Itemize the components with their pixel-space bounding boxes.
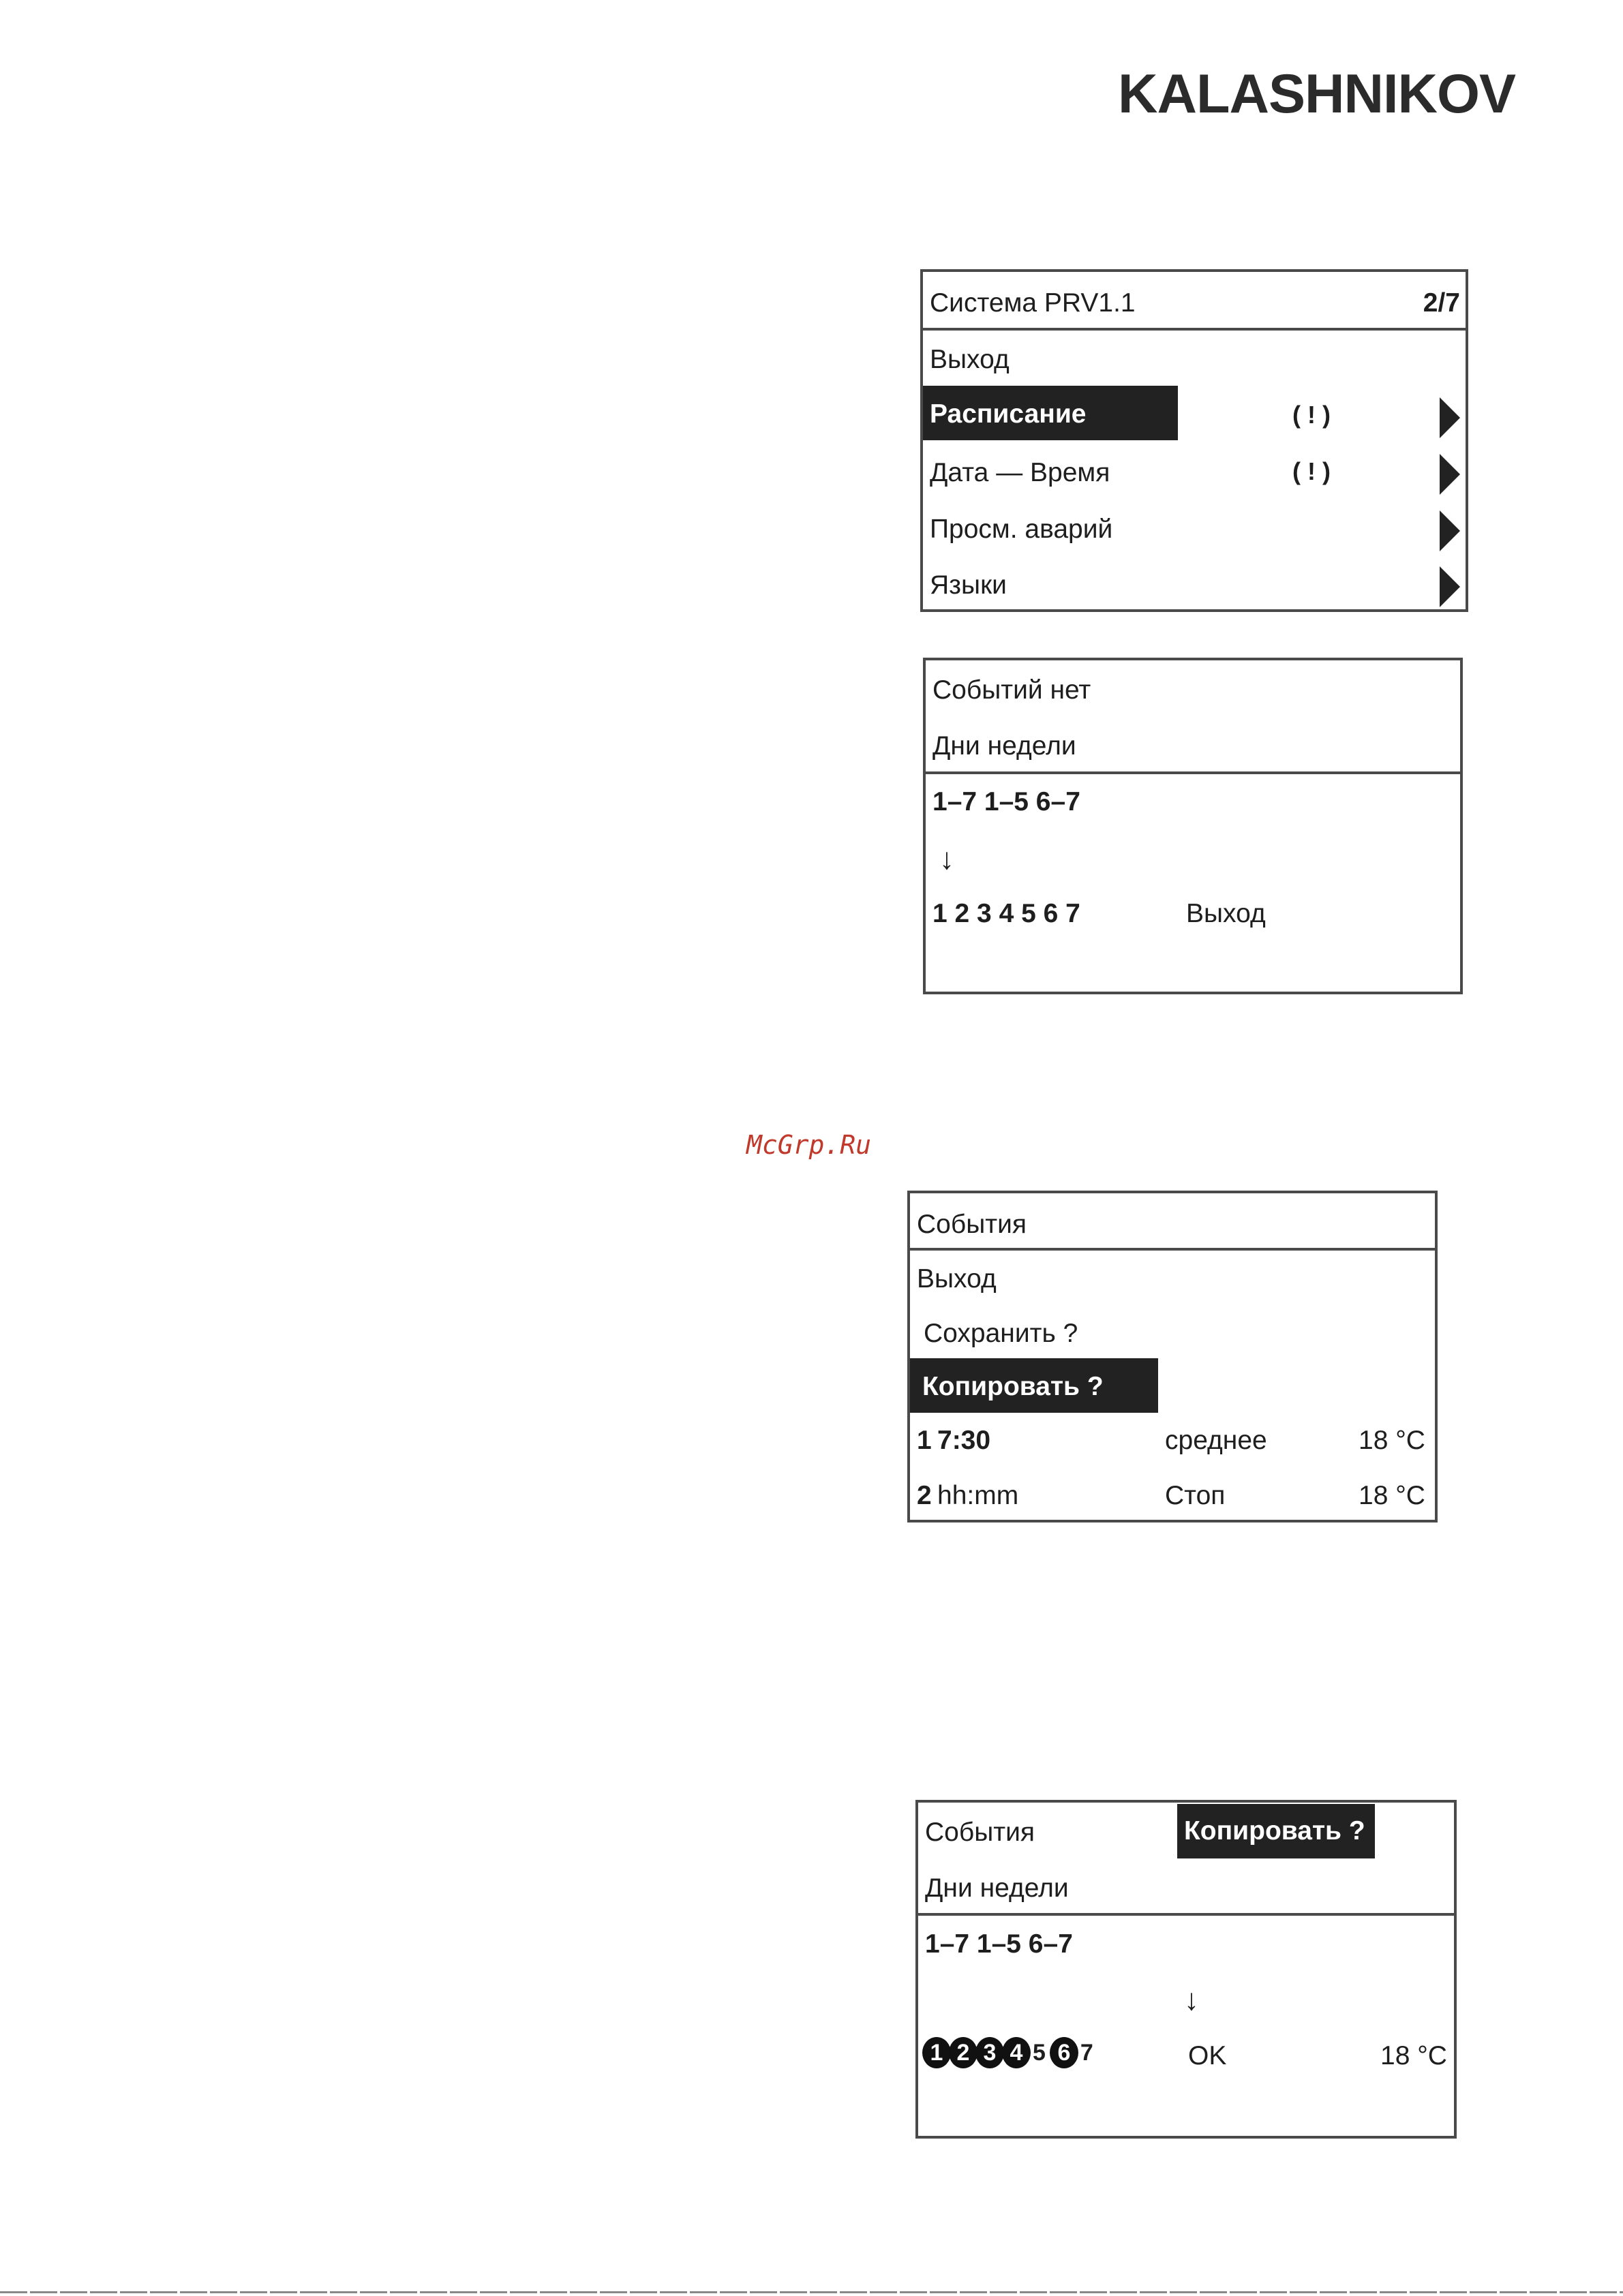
- warning-flag: ( ! ): [1292, 457, 1331, 485]
- watermark: McGrp.Ru: [746, 1130, 872, 1160]
- screen-copy-events: [915, 1800, 1457, 2139]
- event-temp[interactable]: 18 °C: [1359, 1426, 1425, 1455]
- day-selected[interactable]: 6: [1050, 2037, 1078, 2068]
- menu-item-schedule-label: Расписание: [930, 399, 1087, 429]
- menu-item-alarms[interactable]: Просм. аварий: [930, 515, 1113, 544]
- event-temp[interactable]: 18 °C: [1359, 1481, 1425, 1510]
- no-events-text: Событий нет: [932, 675, 1091, 705]
- page-indicator: 2/7: [1423, 288, 1460, 318]
- event-mode[interactable]: Стоп: [1165, 1481, 1226, 1510]
- event-number: 2: [917, 1481, 932, 1510]
- page-footer-line: [0, 2291, 1623, 2293]
- day-selected[interactable]: 3: [975, 2037, 1004, 2068]
- screen-title: Система PRV1.1: [930, 288, 1136, 318]
- warning-flag: ( ! ): [1292, 401, 1331, 429]
- submenu-arrow-icon[interactable]: [1440, 510, 1460, 551]
- ok-button[interactable]: OK: [1188, 2041, 1227, 2070]
- down-arrow-icon: ↓: [1184, 1983, 1199, 2017]
- copy-option-label: Копировать ?: [1184, 1816, 1365, 1846]
- day-selector[interactable]: [922, 2037, 1093, 2068]
- save-option[interactable]: Сохранить ?: [924, 1319, 1078, 1348]
- submenu-arrow-icon[interactable]: [1440, 566, 1460, 607]
- day-numbers[interactable]: 1 2 3 4 5 6 7: [932, 899, 1080, 928]
- event-number: 1: [917, 1426, 932, 1455]
- day-unselected[interactable]: 7: [1080, 2040, 1093, 2066]
- screen-system-menu: [920, 269, 1468, 612]
- day-selected[interactable]: 4: [1002, 2037, 1031, 2068]
- event-time[interactable]: hh:mm: [937, 1481, 1019, 1510]
- submenu-arrow-icon[interactable]: [1440, 397, 1460, 438]
- day-unselected[interactable]: 5: [1033, 2040, 1046, 2066]
- day-selected[interactable]: 2: [949, 2037, 977, 2068]
- menu-item-schedule[interactable]: [923, 386, 1178, 440]
- screen-title: События: [917, 1210, 1027, 1239]
- screen-events: [907, 1191, 1438, 1522]
- weekdays-label: Дни недели: [932, 731, 1076, 761]
- exit-option[interactable]: Выход: [1186, 899, 1266, 928]
- menu-item-exit[interactable]: Выход: [930, 345, 1010, 374]
- down-arrow-icon: ↓: [939, 842, 954, 876]
- copy-option-label: Копировать ?: [922, 1372, 1104, 1401]
- menu-item-datetime[interactable]: Дата — Время: [930, 458, 1110, 487]
- copy-option[interactable]: [1177, 1804, 1375, 1858]
- screen-no-events: [923, 658, 1463, 994]
- day-selected[interactable]: 1: [922, 2037, 951, 2068]
- day-ranges[interactable]: 1–7 1–5 6–7: [932, 787, 1080, 816]
- copy-option[interactable]: [910, 1358, 1158, 1413]
- submenu-arrow-icon[interactable]: [1440, 454, 1460, 495]
- exit-option[interactable]: Выход: [917, 1264, 997, 1294]
- screen-title: События: [925, 1818, 1035, 1847]
- brand-logo: KALASHNIKOV: [1118, 63, 1516, 125]
- event-mode[interactable]: среднее: [1165, 1426, 1267, 1455]
- event-time[interactable]: 7:30: [937, 1426, 991, 1455]
- temp-value: 18 °C: [1380, 2041, 1447, 2070]
- weekdays-label: Дни недели: [925, 1873, 1069, 1903]
- menu-item-languages[interactable]: Языки: [930, 570, 1007, 600]
- day-ranges[interactable]: 1–7 1–5 6–7: [925, 1929, 1073, 1959]
